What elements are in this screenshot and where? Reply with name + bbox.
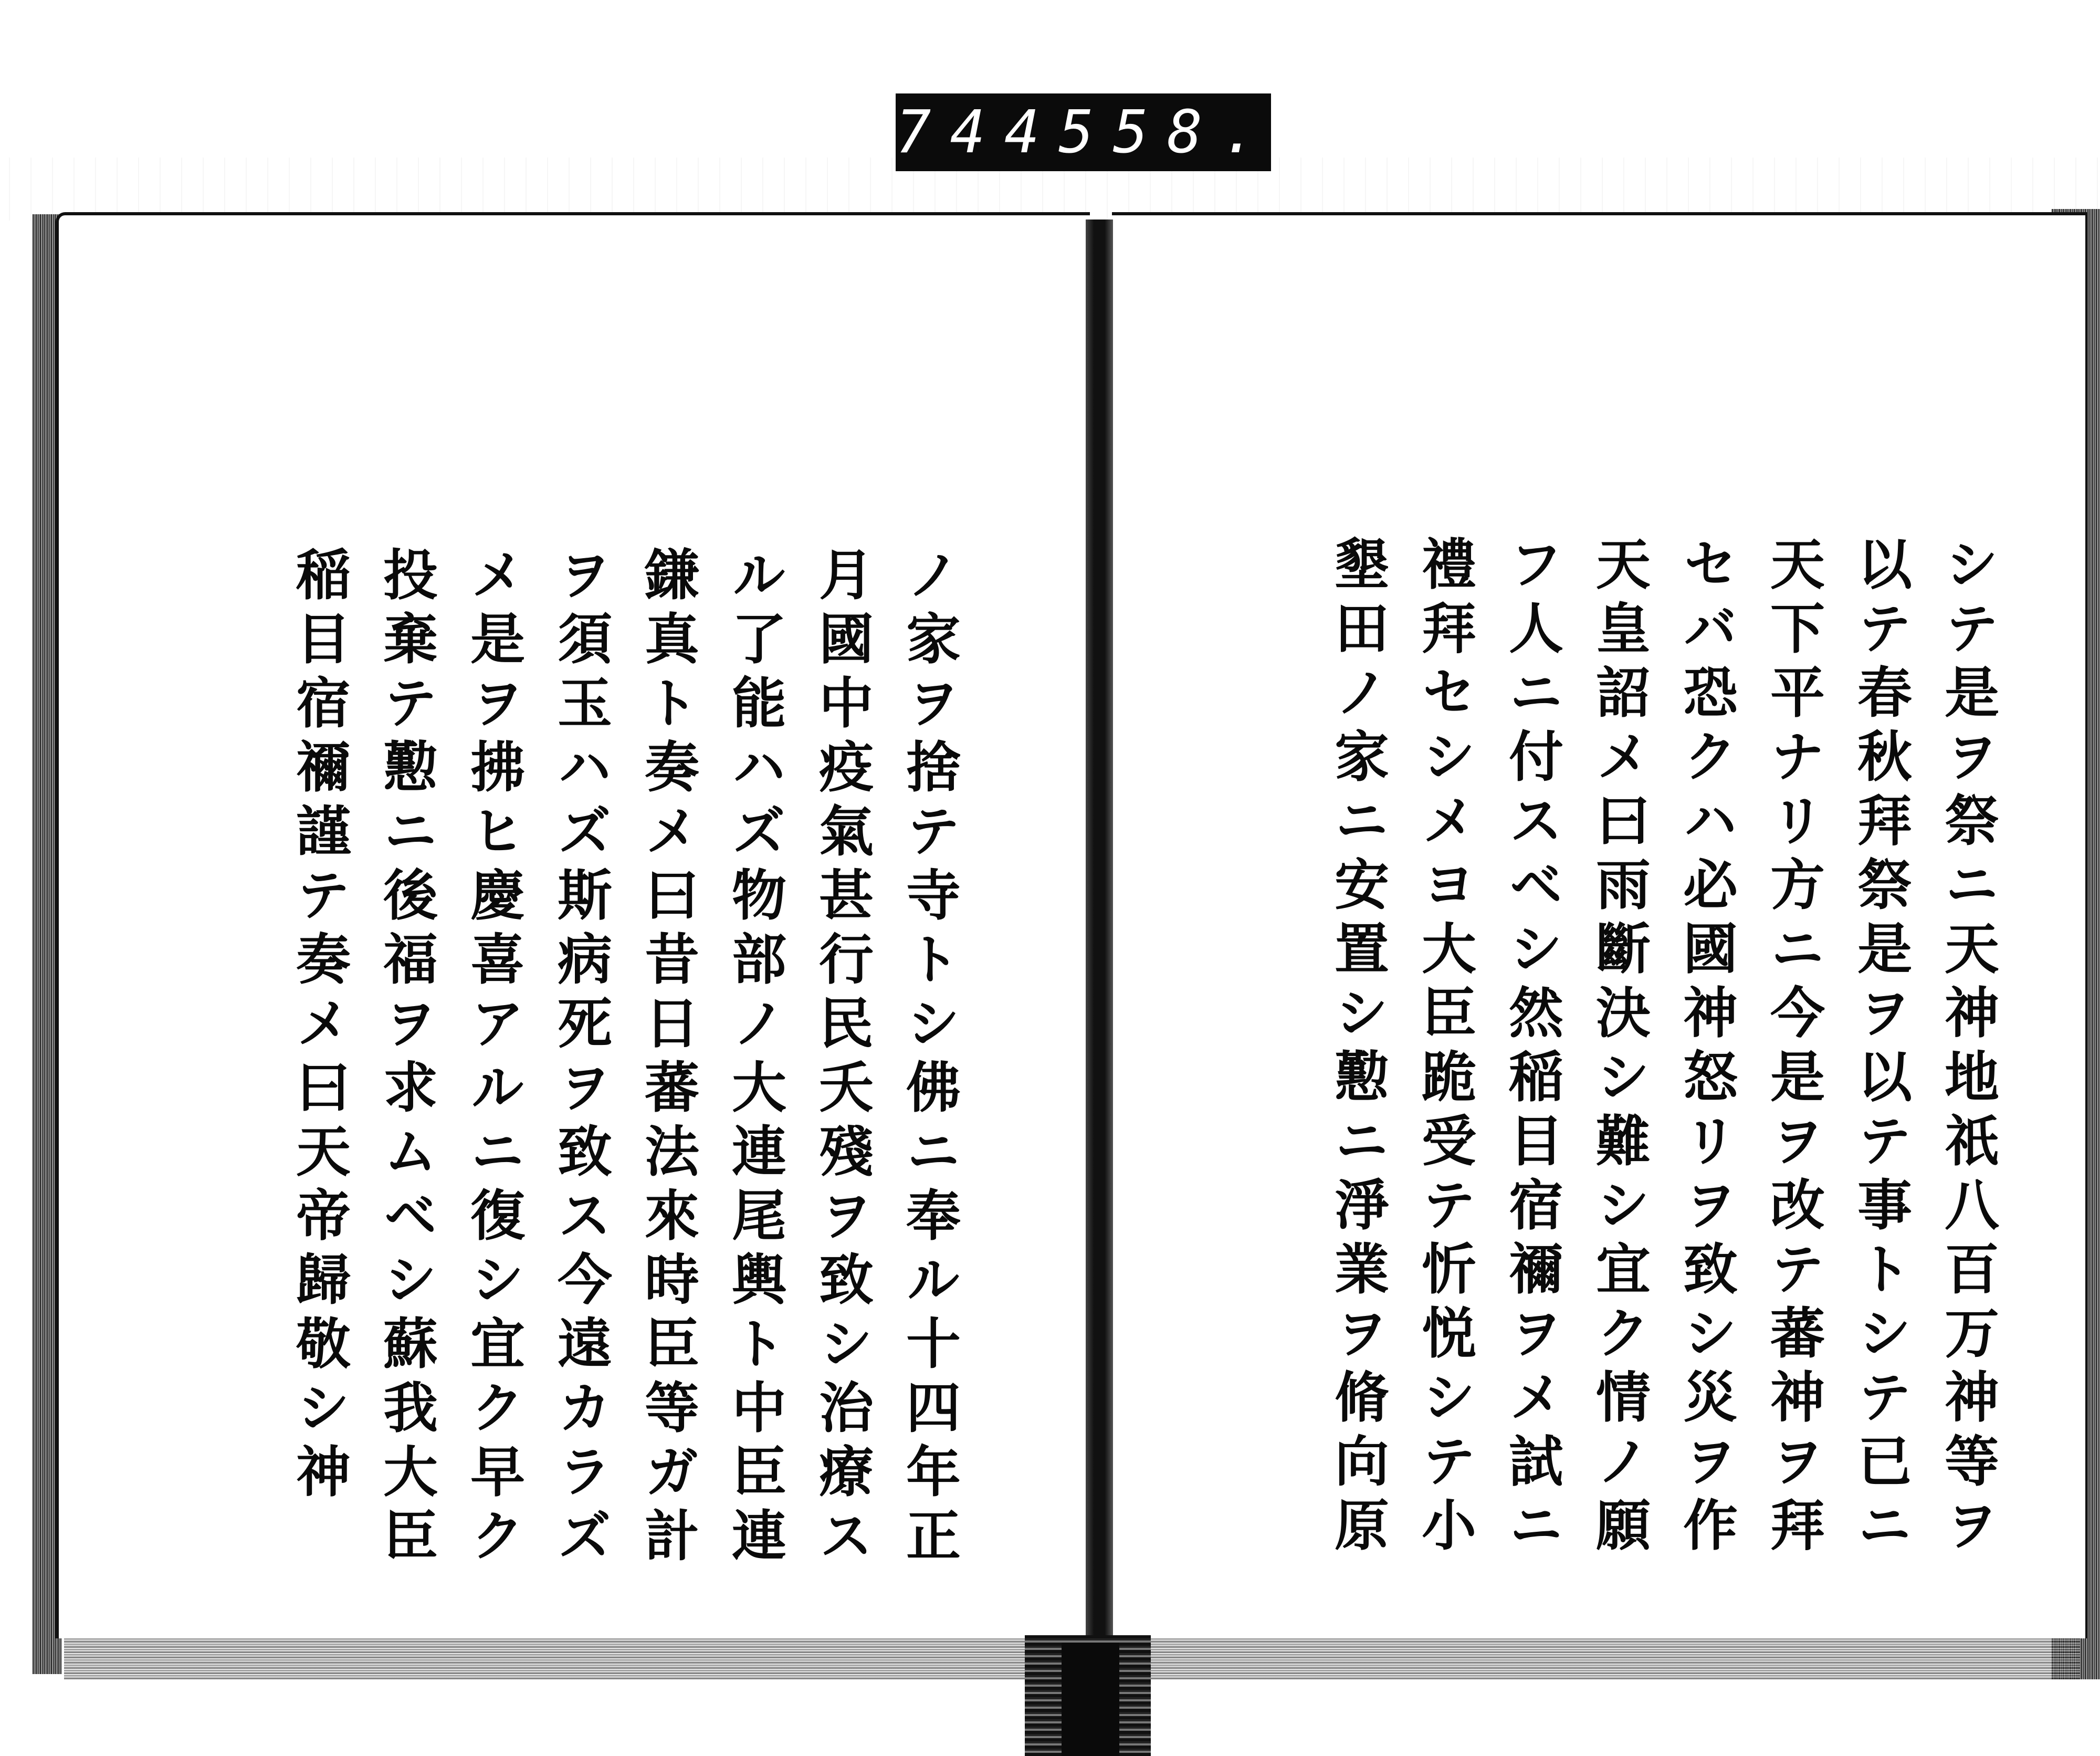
text-column: 投棄テ懃ニ後福ヲ求ムベシ蘇我大臣: [374, 546, 438, 1571]
text-column: 天下平ナリ方ニ今是ヲ改テ蕃神ヲ拜: [1761, 536, 1825, 1561]
reel-number: 744: [896, 98, 1059, 166]
text-column: ノ家ヲ捨テ寺トシ佛ニ奉ル十四年正: [897, 546, 961, 1571]
right-page-text: [1180, 536, 2011, 1638]
text-column: セバ恐クハ必國神怒リヲ致シ災ヲ作: [1674, 536, 1738, 1561]
book-spine: [1086, 220, 1113, 1637]
text-column: 天皇詔メ曰雨斷決シ難シ宜ク情ノ願: [1587, 536, 1651, 1561]
text-column: 禮拜セシメヨ大臣跪受テ忻悦シテ小: [1412, 536, 1477, 1561]
microfilm-frame-label: [896, 93, 1276, 171]
text-column: フ人ニ付スベシ然稲目宿禰ヲメ試ニ: [1499, 536, 1564, 1561]
text-column: シテ是ヲ祭ニ天神地祇八百万神等ヲ: [1935, 536, 2000, 1561]
text-column: ヲ須玉ハズ斯病死ヲ致ス今遠カラズ: [548, 546, 613, 1571]
left-page-text: [153, 546, 972, 1649]
spine-foot-shadow: [1062, 1643, 1119, 1756]
frame-number: 558.: [1058, 98, 1276, 166]
text-column: 月國中疫氣甚行民夭殘ヲ致シ治療ス: [810, 546, 874, 1571]
text-column: ル了能ハズ物部ノ大連尾輿ト中臣連: [722, 546, 787, 1571]
text-column: メ是ヲ拂ヒ慶喜アルニ復シ宜ク早ク: [461, 546, 526, 1571]
text-column: 以テ春秋拜祭是ヲ以テ事トシテ已ニ: [1848, 536, 1913, 1561]
text-column: 稲目宿禰謹テ奏メ曰天帝歸敬シ神: [287, 546, 351, 1507]
text-column: 墾田ノ家ニ安置シ懃ニ淨業ヲ脩向原: [1325, 536, 1390, 1561]
text-column: 鎌真ト奏メ曰昔日蕃法來時臣等ガ計: [635, 546, 700, 1571]
